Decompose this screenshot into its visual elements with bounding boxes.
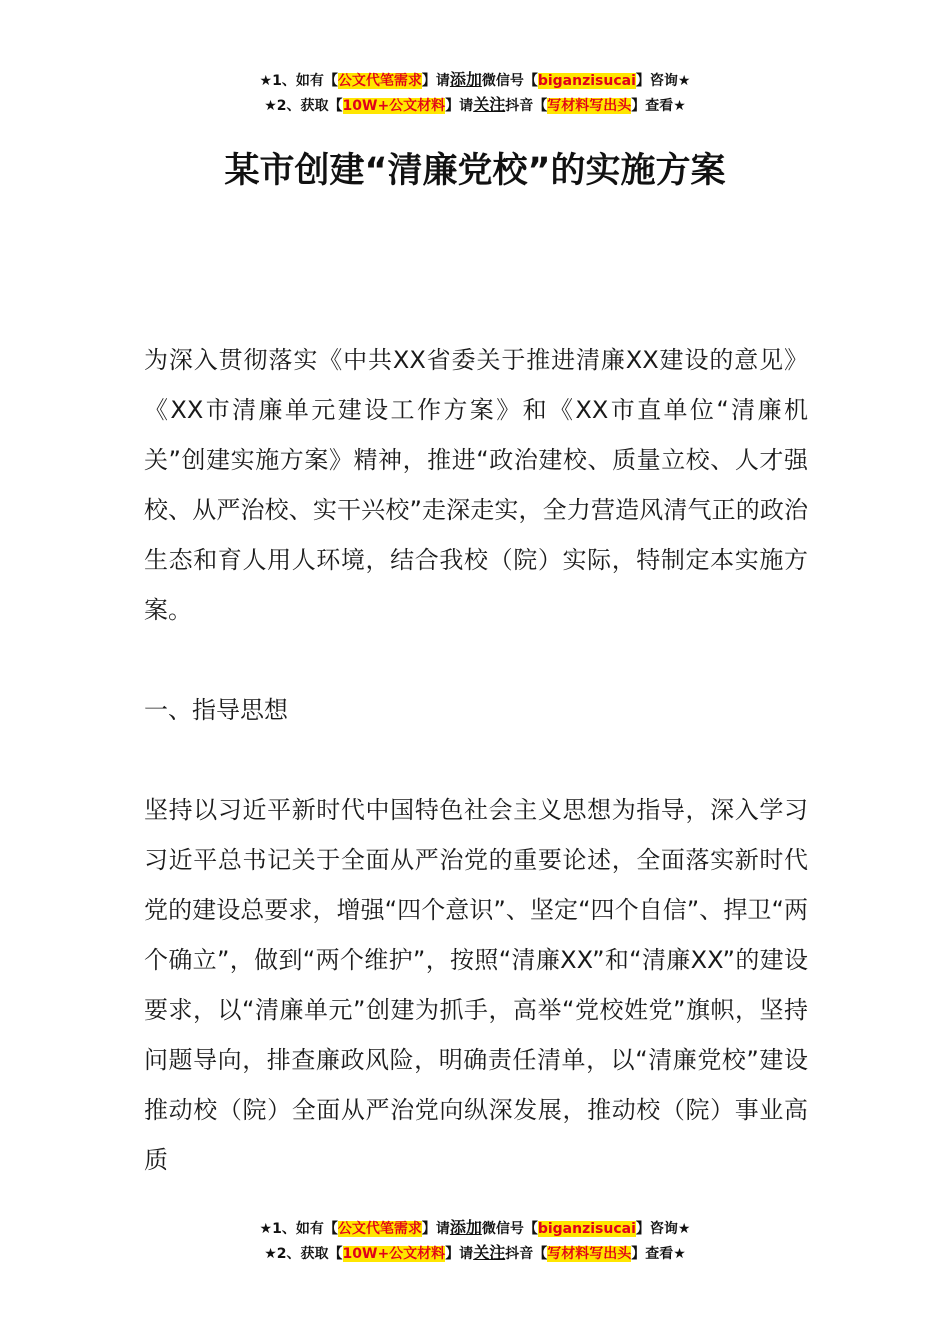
banner-line-1 — [0, 1216, 950, 1241]
banner-text: 抖音【 — [505, 98, 548, 114]
banner-text: ★2、获取【 — [264, 1246, 343, 1262]
banner-highlight: 10W+公文材料 — [342, 98, 446, 114]
banner-text: 】查看★ — [631, 98, 686, 114]
section-paragraph: 坚持以习近平新时代中国特色社会主义思想为指导，深入学习习近平总书记关于全面从严治党的重要论述，全面落实新时代党的建设总要求，增强“四个意识”、坚定“四个自信”、捍卫“两个确立”，做到“两个维护”，按照“清廉XX”和“清廉XX”的建设要求，以“清廉单元”创建为抓手，高举“党校姓党”旗帜，坚持问题导向，排查廉政风险，明确责任清单，以“清廉党校”建设推动校（院）全面从严治党向纵深发展，推动校（院）事业高质 — [144, 796, 808, 1174]
banner-highlight: biganzisucai — [537, 1221, 636, 1237]
section-heading: 一、指导思想 — [144, 696, 288, 724]
banner-line-1 — [0, 68, 950, 93]
header-banner — [0, 68, 950, 118]
banner-highlight: 10W+公文材料 — [342, 1246, 446, 1262]
banner-text: 】请 — [421, 73, 450, 89]
banner-emphasis: 关注 — [473, 1243, 506, 1262]
banner-line-2 — [0, 93, 950, 118]
intro-paragraph: 为深入贯彻落实《中共XX省委关于推进清廉XX建设的意见》《XX市清廉单元建设工作方案》和《XX市直单位“清廉机关”创建实施方案》精神，推进“政治建校、质量立校、人才强校、从严治校、实干兴校”走深走实，全力营造风清气正的政治生态和育人用人环境，结合我校（院）实际，特制定本实施方案。 — [144, 346, 808, 624]
banner-highlight: 写材料写出头 — [547, 98, 632, 114]
footer-banner — [0, 1216, 950, 1266]
banner-highlight: 公文代笔需求 — [337, 1221, 422, 1237]
paragraph-spacer — [144, 635, 808, 685]
banner-text: 】咨询★ — [635, 73, 691, 89]
banner-emphasis: 关注 — [473, 95, 506, 114]
banner-emphasis: 添加 — [449, 1218, 482, 1237]
banner-text: 】请 — [445, 98, 474, 114]
banner-text: 微信号【 — [481, 1221, 538, 1237]
banner-text: ★1、如有【 — [259, 73, 338, 89]
paragraph-spacer — [144, 735, 808, 785]
banner-text: 抖音【 — [505, 1246, 548, 1262]
banner-text: ★1、如有【 — [259, 1221, 338, 1237]
banner-highlight: 公文代笔需求 — [337, 73, 422, 89]
document-body — [144, 335, 808, 1185]
banner-text: 】请 — [445, 1246, 474, 1262]
banner-text: 】查看★ — [631, 1246, 686, 1262]
banner-emphasis: 添加 — [449, 70, 482, 89]
document-title: 某市创建“清廉党校”的实施方案 — [224, 151, 726, 191]
banner-text: ★2、获取【 — [264, 98, 343, 114]
banner-highlight: biganzisucai — [537, 73, 636, 89]
banner-highlight: 写材料写出头 — [547, 1246, 632, 1262]
banner-text: 微信号【 — [481, 73, 538, 89]
banner-text: 】请 — [421, 1221, 450, 1237]
banner-text: 】咨询★ — [635, 1221, 691, 1237]
banner-line-2 — [0, 1241, 950, 1266]
